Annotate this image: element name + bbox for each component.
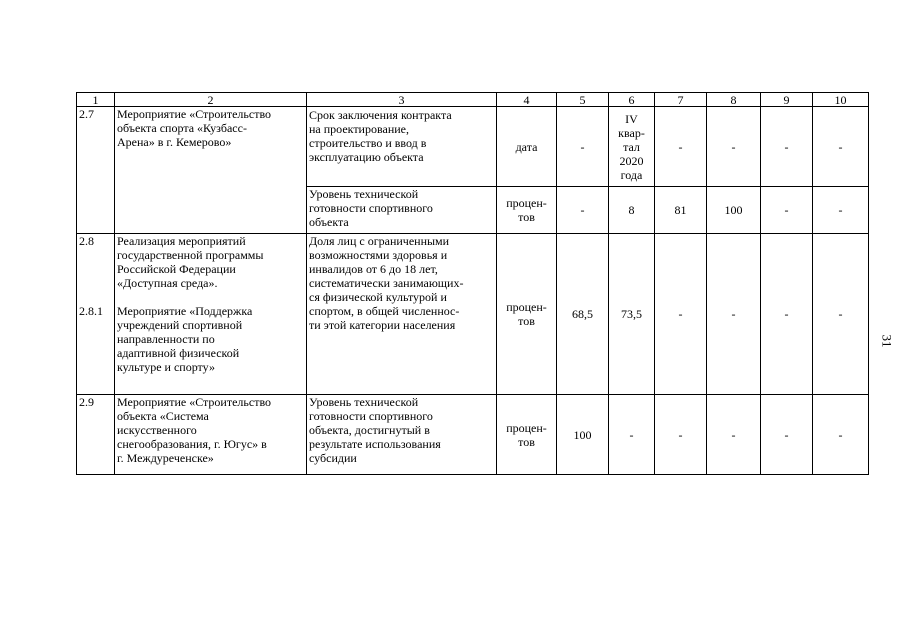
table-row-2-8	[77, 234, 869, 395]
value-cell: -	[707, 107, 761, 187]
value-cell: 100	[707, 187, 761, 234]
row-number: 2.9	[77, 395, 115, 475]
value-cell: -	[761, 107, 813, 187]
table-row-2-7	[77, 107, 869, 187]
header-cell: 4	[497, 93, 557, 107]
event-name: Мероприятие «Строительство объекта «Система искусственного снегообразования, г. Югус» в г. Междуреченске»	[115, 395, 307, 475]
event-name: Реализация мероприятий государственной программы Российской Федерации «Доступная среда». Мероприятие «Поддержка учреждений спортивной направленности по адаптивной физической культуре и спорту»	[115, 234, 307, 395]
value-cell: -	[655, 234, 707, 395]
value-cell: IV квар- тал 2020 года	[609, 107, 655, 187]
indicator-name: Срок заключения контракта на проектирование, строительство и ввод в эксплуатацию объекта	[307, 107, 497, 187]
value-cell: -	[707, 234, 761, 395]
value-cell: 8	[609, 187, 655, 234]
unit-cell: дата	[497, 107, 557, 187]
header-cell: 9	[761, 93, 813, 107]
value-cell: -	[655, 107, 707, 187]
value-cell: -	[609, 395, 655, 475]
event-name: Мероприятие «Строительство объекта спорта «Кузбасс- Арена» в г. Кемерово»	[115, 107, 307, 234]
value-cell: 68,5	[557, 234, 609, 395]
value-cell: -	[761, 187, 813, 234]
value-cell: -	[761, 395, 813, 475]
value-cell: -	[813, 107, 869, 187]
header-cell: 2	[115, 93, 307, 107]
value-cell: -	[761, 234, 813, 395]
unit-cell: процен- тов	[497, 187, 557, 234]
indicators-table	[76, 92, 869, 475]
value-cell: -	[557, 187, 609, 234]
header-cell: 5	[557, 93, 609, 107]
row-number: 2.7	[77, 107, 115, 234]
value-cell: -	[813, 395, 869, 475]
header-cell: 1	[77, 93, 115, 107]
page-number: 31	[879, 334, 895, 348]
indicator-name: Уровень технической готовности спортивного объекта, достигнутый в результате использования субсидии	[307, 395, 497, 475]
value-cell: 73,5	[609, 234, 655, 395]
value-cell: 81	[655, 187, 707, 234]
unit-cell: процен- тов	[497, 395, 557, 475]
value-cell: -	[557, 107, 609, 187]
value-cell: -	[813, 187, 869, 234]
header-cell: 10	[813, 93, 869, 107]
indicator-name: Уровень технической готовности спортивного объекта	[307, 187, 497, 234]
table-row-2-9	[77, 395, 869, 475]
value-cell: -	[707, 395, 761, 475]
header-cell: 6	[609, 93, 655, 107]
header-cell: 3	[307, 93, 497, 107]
indicator-name: Доля лиц с ограниченными возможностями здоровья и инвалидов от 6 до 18 лет, систематически занимающих- ся физической культурой и спортом, в общей численнос- ти этой категории населения	[307, 234, 497, 395]
unit-cell: процен- тов	[497, 234, 557, 395]
header-cell: 8	[707, 93, 761, 107]
header-row	[77, 93, 869, 107]
value-cell: -	[813, 234, 869, 395]
header-cell: 7	[655, 93, 707, 107]
value-cell: -	[655, 395, 707, 475]
row-number: 2.8 2.8.1	[77, 234, 115, 395]
value-cell: 100	[557, 395, 609, 475]
